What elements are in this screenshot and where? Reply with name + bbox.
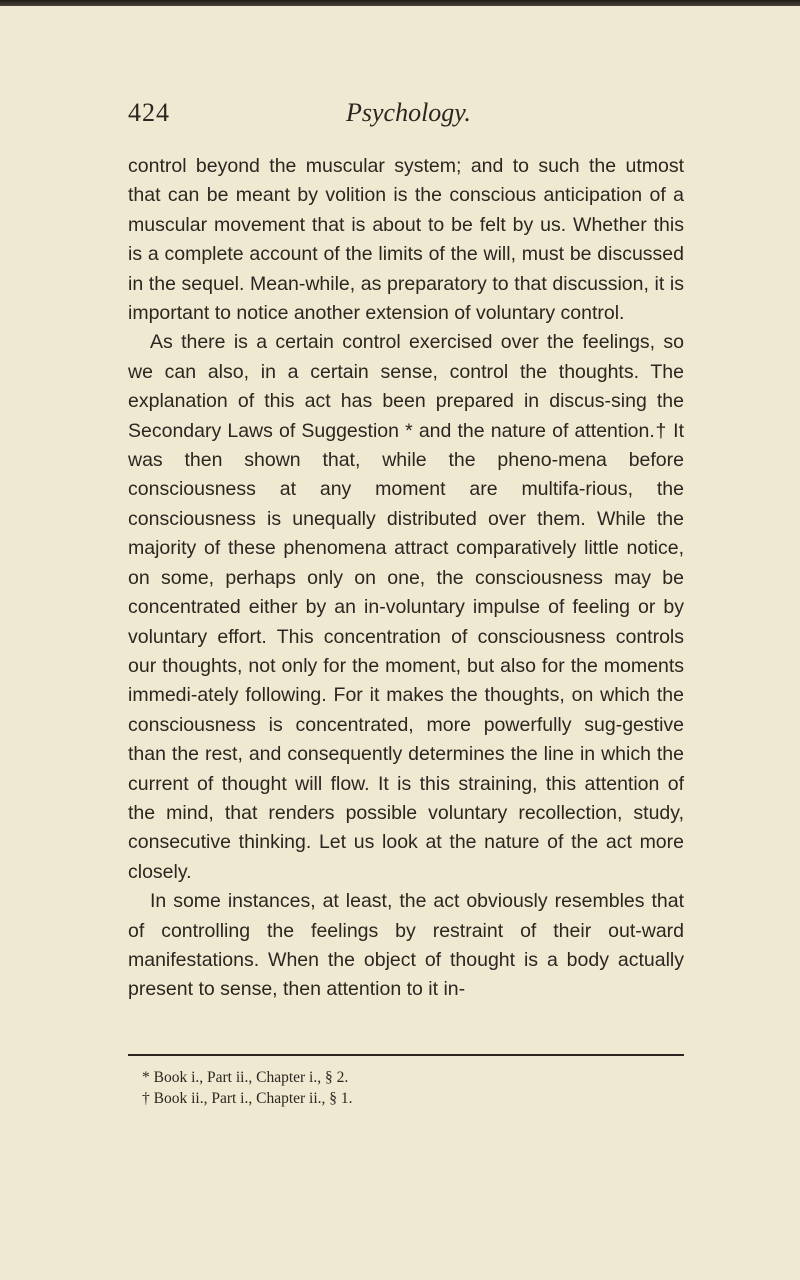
footnote-1: * Book i., Part ii., Chapter i., § 2. [142, 1069, 349, 1086]
footnotes [142, 1067, 682, 1109]
paragraph-2: As there is a certain control exercised over the feelings, so we can also, in a certain sense, control the thoughts. The explanation of this act has been prepared in discus-sing the Secondary Laws of Suggestion * and the nature of attention.† It was then shown that, while the pheno-mena before consciousness at any moment are multifa-rious, the consciousness is unequally distributed over them. While the majority of these phenomena attract comparatively little notice, on some, perhaps only on one, the consciousness may be concentrated either by an in-voluntary impulse of feeling or by voluntary effort. This concentration of consciousness controls our thoughts, not only for the moment, but also for the moments immedi-ately following. For it makes the thoughts, on which the consciousness is concentrated, more powerfully sug-gestive than the rest, and consequently determines the line in which the current of thought will flow. It is this straining, this attention of the mind, that renders possible voluntary recollection, study, consecutive thinking. Let us look at the nature of the act more closely. [128, 331, 684, 883]
running-title: Psychology. [346, 98, 471, 127]
running-head [128, 98, 684, 138]
book-page [128, 98, 684, 1005]
page-top-edge [0, 0, 800, 6]
paragraph-3: In some instances, at least, the act obviously resembles that of controlling the feelings by restraint of their out-ward manifestations. When the object of thought is a body actually present to sense, then attention to it in- [128, 890, 684, 1001]
paragraph-1: control beyond the muscular system; and to such the utmost that can be meant by volition is the conscious anticipation of a muscular movement that is about to be felt by us. Whether this is a complete account of the limits of the will, must be discussed in the sequel. Mean-while, as preparatory to that discussion, it is important to notice another extension of voluntary control. [128, 155, 684, 325]
page-number: 424 [128, 98, 170, 127]
footnote-2: † Book ii., Part i., Chapter ii., § 1. [142, 1090, 353, 1107]
footnote-divider [128, 1054, 684, 1056]
body-text [128, 152, 684, 1005]
